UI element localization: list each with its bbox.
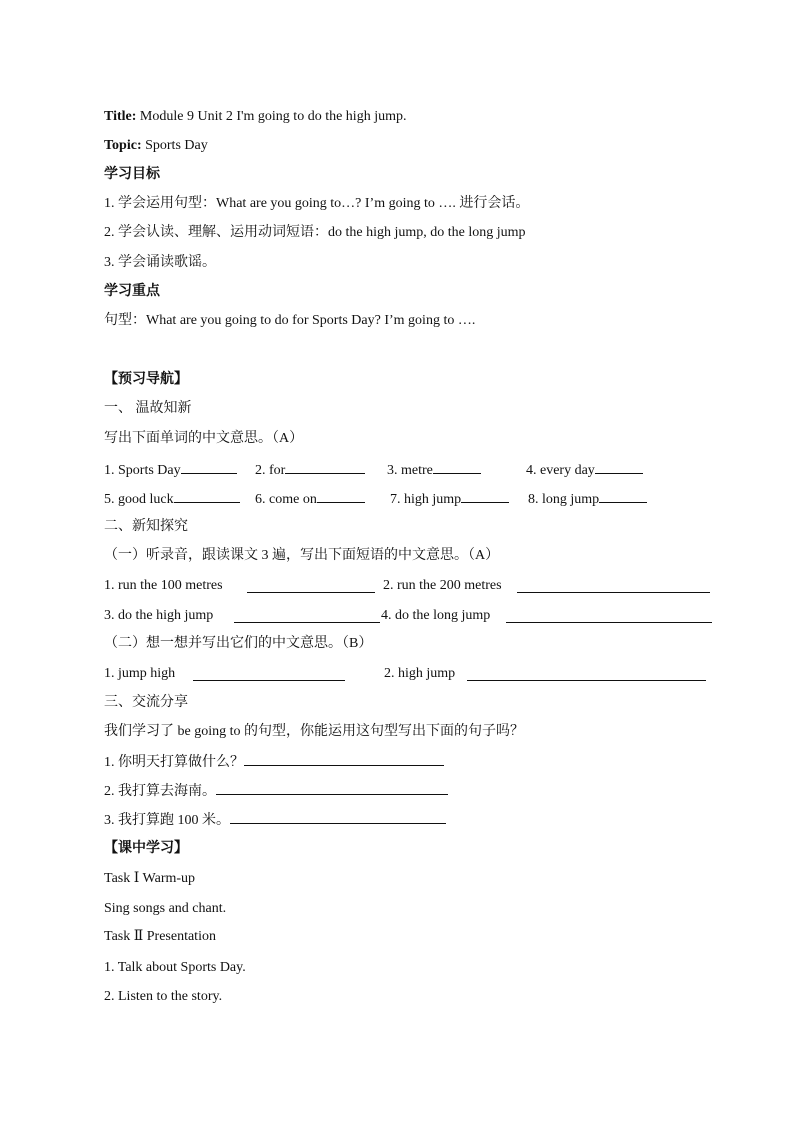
word-label: 3. metre <box>387 463 433 478</box>
section1-instruction: 写出下面单词的中文意思。（A） <box>104 431 304 446</box>
phrase-item <box>104 577 223 595</box>
sentence-item <box>104 810 446 830</box>
task2-item-1: 1. Talk about Sports Day. <box>104 960 246 975</box>
word-item <box>104 460 237 480</box>
sentence-label: 2. 我打算去海南。 <box>104 784 216 799</box>
part1-instruction: （一）听录音，跟读课文 3 遍，写出下面短语的中文意思。（A） <box>104 548 500 563</box>
phrase-item <box>383 577 502 595</box>
word-label: 2. for <box>255 463 286 478</box>
title-line <box>104 108 406 126</box>
sentence-label: 3. 我打算跑 100 米。 <box>104 813 230 828</box>
answer-blank[interactable] <box>193 667 345 681</box>
word-label: 6. come on <box>255 492 317 507</box>
answer-blank[interactable] <box>216 781 448 795</box>
sentence-label: 1. 你明天打算做什么？ <box>104 755 244 770</box>
word-label: 5. good luck <box>104 492 174 507</box>
phrase-label: 1. run the 100 metres <box>104 578 223 593</box>
answer-blank[interactable] <box>595 460 643 474</box>
task2-item-2: 2. Listen to the story. <box>104 989 223 1004</box>
topic-line <box>104 137 208 155</box>
answer-blank[interactable] <box>517 579 710 593</box>
word-label: 1. Sports Day <box>104 463 181 478</box>
word-label: 7. high jump <box>390 492 462 507</box>
title-label: Title: <box>104 109 137 124</box>
section2-title: 二、新知探究 <box>104 519 188 534</box>
phrase-label: 4. do the long jump <box>381 608 491 623</box>
title-value: Module 9 Unit 2 I'm going to do the high jump. <box>139 109 407 124</box>
objective-item-3: 3. 学会诵读歌谣。 <box>104 255 216 270</box>
answer-blank[interactable] <box>244 752 444 766</box>
phrase-label: 2. run the 200 metres <box>383 578 502 593</box>
objectives-heading: 学习目标 <box>104 167 160 182</box>
answer-blank[interactable] <box>285 460 365 474</box>
key-points-heading: 学习重点 <box>104 284 160 299</box>
word-item <box>390 489 509 509</box>
preview-heading: 【预习导航】 <box>104 372 188 387</box>
task2-line: Task Ⅱ Presentation <box>104 929 216 944</box>
answer-blank[interactable] <box>247 579 375 593</box>
sentence-item <box>104 752 444 772</box>
answer-blank[interactable] <box>599 489 647 503</box>
word-item <box>526 460 643 480</box>
phrase-label: 1. jump high <box>104 666 176 681</box>
answer-blank[interactable] <box>433 460 481 474</box>
answer-blank[interactable] <box>181 460 237 474</box>
objective-item-2: 2. 学会认读、理解、运用动词短语：do the high jump, do the long jump <box>104 225 526 240</box>
objective-item-1: 1. 学会运用句型：What are you going to…? I’m going to …. 进行会话。 <box>104 196 530 211</box>
word-item <box>528 489 647 509</box>
phrase-item <box>384 665 455 683</box>
section1-title: 一、 温故知新 <box>104 401 192 416</box>
section3-title: 三、交流分享 <box>104 695 188 710</box>
answer-blank[interactable] <box>317 489 365 503</box>
word-item <box>387 460 481 480</box>
in-class-heading: 【课中学习】 <box>104 841 188 856</box>
phrase-item <box>104 665 175 683</box>
word-item <box>255 460 365 480</box>
phrase-item <box>104 607 213 625</box>
part2-instruction: （二）想一想并写出它们的中文意思。（B） <box>104 636 373 651</box>
sentence-item <box>104 781 448 801</box>
phrase-item <box>381 607 490 625</box>
word-label: 4. every day <box>526 463 595 478</box>
topic-value: Sports Day <box>145 138 208 153</box>
answer-blank[interactable] <box>230 810 446 824</box>
answer-blank[interactable] <box>461 489 509 503</box>
section3-instruction: 我们学习了 be going to 的句型，你能运用这句型写出下面的句子吗？ <box>104 724 524 739</box>
task1-detail: Sing songs and chant. <box>104 901 227 916</box>
task1-line: Task Ⅰ Warm-up <box>104 871 196 886</box>
phrase-label: 3. do the high jump <box>104 608 214 623</box>
key-points-text: 句型：What are you going to do for Sports Day? I’m going to …. <box>104 313 476 328</box>
answer-blank[interactable] <box>506 609 712 623</box>
phrase-label: 2. high jump <box>384 666 456 681</box>
word-item <box>104 489 240 509</box>
word-label: 8. long jump <box>528 492 600 507</box>
answer-blank[interactable] <box>234 609 380 623</box>
topic-label: Topic: <box>104 138 142 153</box>
answer-blank[interactable] <box>174 489 240 503</box>
word-item <box>255 489 365 509</box>
answer-blank[interactable] <box>467 667 706 681</box>
